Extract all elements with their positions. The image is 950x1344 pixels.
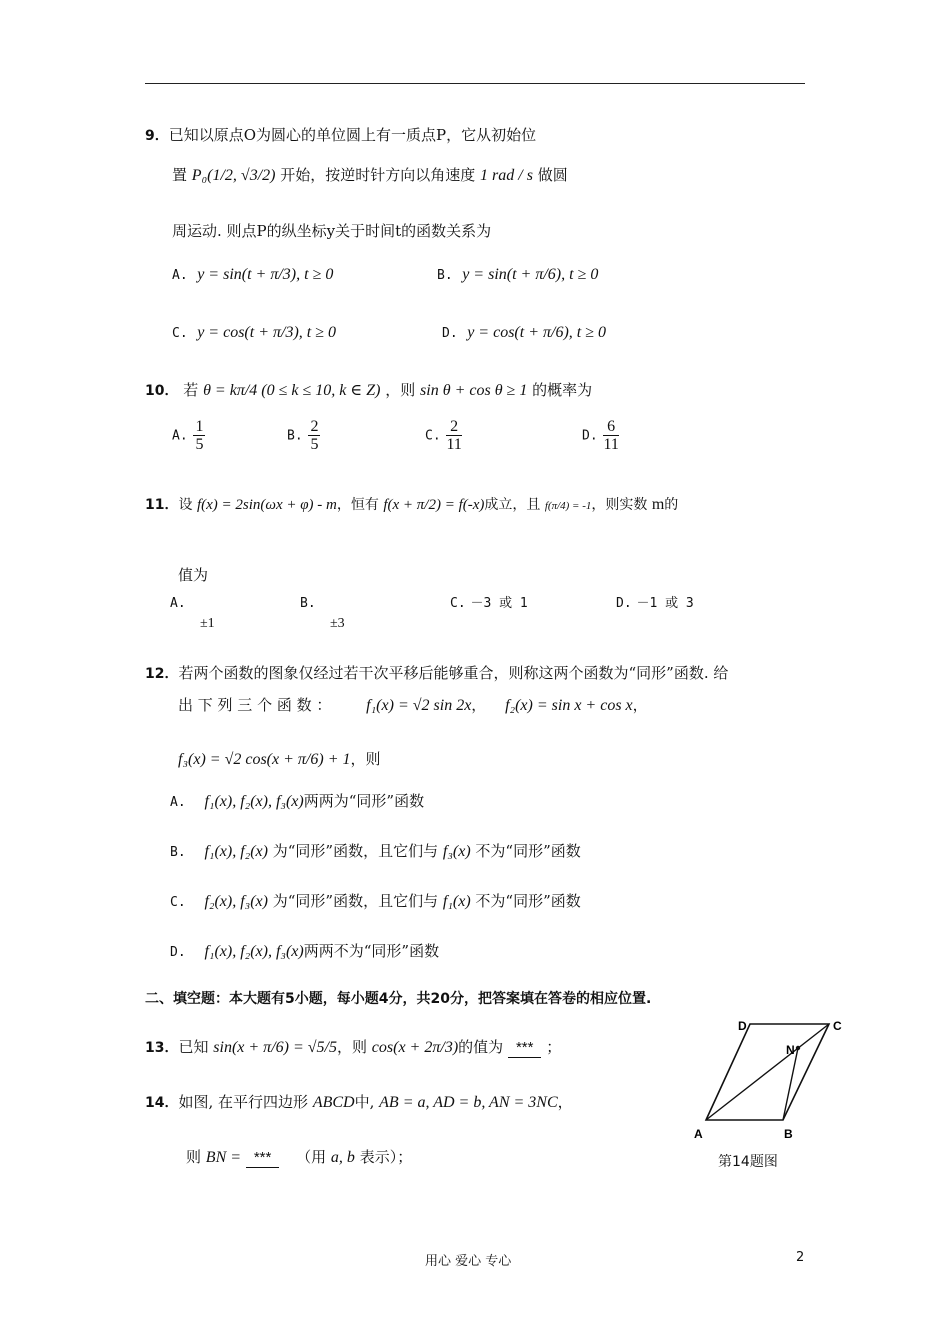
q9-line2: 置 P₀(1/2, √3/2) 开始，按逆时针方向以角速度 1 rad / s 做圆	[172, 166, 568, 184]
q11-line2: 值为	[178, 566, 209, 584]
q9-option-d: D. y = cos(t + π/6), t ≥ 0	[442, 324, 607, 341]
q10-line1: 10． 若 θ = kπ/4 (0 ≤ k ≤ 10, k ∈ Z) ，则 sin θ + cos θ ≥ 1 的概率为	[145, 381, 593, 399]
label-n: N	[786, 1043, 795, 1057]
q11-option-b: B. ±3	[300, 596, 345, 631]
q9-line3: 周运动. 则点P的纵坐标y关于时间t的函数关系为	[172, 222, 492, 240]
q9-option-c: C. y = cos(t + π/3), t ≥ 0	[172, 324, 337, 341]
label-c: C	[833, 1019, 842, 1033]
footer-text: 用心 爱心 专心	[425, 1254, 512, 1269]
q11-option-a: A. ±1	[170, 596, 215, 631]
figure-caption: 第14题图	[718, 1154, 778, 1170]
q12-line1: 12．若两个函数的图象仅经过若干次平移后能够重合，则称这两个函数为“同形”函数. 给	[145, 664, 729, 682]
q14-line1: 14．如图, 在平行四边形 ABCD中, AB = a, AD = b, AN = 3NC，	[145, 1093, 573, 1111]
q12-option-c: C. f₂(x), f₃(x) 为“同形”函数，且它们与 f₁(x) 不为“同形”函数	[170, 892, 581, 910]
q10-option-c: C. $\frac{2}{11}$	[425, 418, 462, 453]
q14-line2: 则 BN = *** （用 a, b 表示）；	[186, 1148, 413, 1166]
q10-option-b: B. $\frac{2}{5}$	[287, 418, 319, 453]
q12-option-b: B. f₁(x), f₂(x) 为“同形”函数，且它们与 f₃(x) 不为“同形”函数	[170, 842, 581, 860]
page-number: 2	[796, 1250, 805, 1265]
q11-option-d: D. －1 或 3	[616, 596, 694, 611]
q9-option-b: B. y = sin(t + π/6), t ≥ 0	[437, 266, 599, 283]
label-b: B	[784, 1127, 793, 1141]
q12-option-d: D. f₁(x), f₂(x), f₃(x)两两不为“同形”函数	[170, 942, 440, 960]
q13-line: 13．已知 sin(x + π/6) = √5/5，则 cos(x + 2π/3)的值为 *** ；	[145, 1038, 562, 1056]
q12-line2: 出 下 列 三 个 函 数 ： f₁(x) = √2 sin 2x， f₂(x) = sin x + cos x，	[178, 696, 648, 714]
label-d: D	[738, 1019, 747, 1033]
q11-line1: 11．设 f(x) = 2sin(ωx + φ) - m，恒有 f(x + π/2) = f(-x)成立，且 f(π/4) = -1，则实数 m的	[145, 496, 679, 513]
diagonal-ac	[706, 1024, 829, 1120]
q11-option-c: C. －3 或 1	[450, 596, 528, 611]
header-rule	[145, 83, 805, 84]
q10-option-a: A. $\frac{1}{5}$	[172, 418, 204, 453]
q10-option-d: D. $\frac{6}{11}$	[582, 418, 619, 453]
point-n	[796, 1046, 800, 1050]
q12-option-a: A. f₁(x), f₂(x), f₃(x)两两为“同形”函数	[170, 792, 425, 810]
q9-line1: 9．已知以原点O为圆心的单位圆上有一质点P，它从初始位	[145, 126, 537, 144]
q9-option-a: A. y = sin(t + π/3), t ≥ 0	[172, 266, 334, 283]
q12-line3: f₃(x) = √2 cos(x + π/6) + 1，则	[178, 750, 381, 768]
section-2-heading: 二、填空题：本大题有5小题，每小题4分，共20分，把答案填在答卷的相应位置.	[145, 991, 652, 1007]
label-a: A	[694, 1127, 703, 1141]
